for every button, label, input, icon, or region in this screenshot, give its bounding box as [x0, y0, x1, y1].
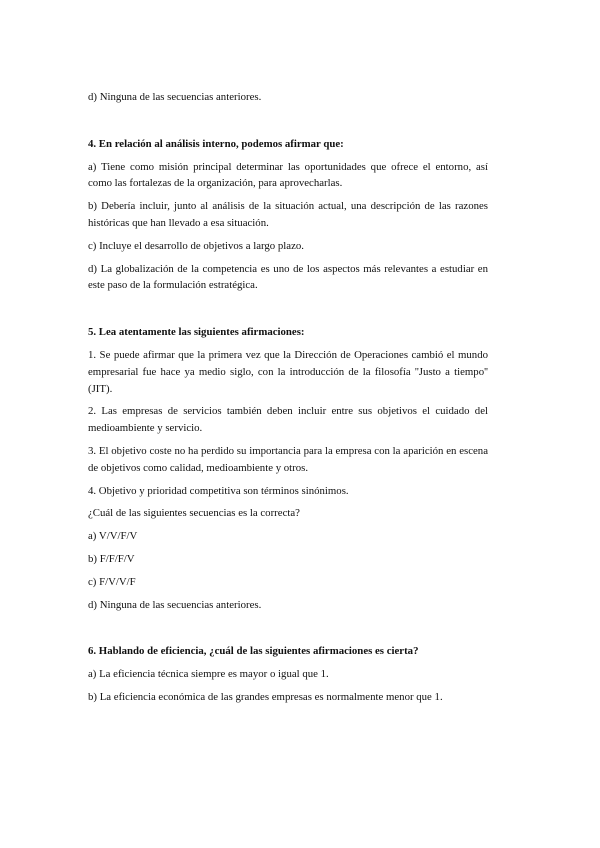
question-4-option-b: b) Debería incluir, junto al análisis de la situación actual, una descripción de las razones históricas que han llevado a esa situación.	[88, 200, 488, 229]
question-5-statement-2: 2. Las empresas de servicios también deben incluir entre sus objetivos el cuidado del medioambiente y servicio.	[88, 405, 488, 435]
question-6-title: 6. Hablando de eficiencia, ¿cuál de las siguientes afirmaciones es cierta?	[88, 645, 419, 658]
question-4-title: 4. En relación al análisis interno, podemos afirmar que:	[88, 137, 344, 150]
page-content	[88, 89, 488, 706]
question-4-option-d: d) La globalización de la competencia es uno de los aspectos más relevantes a estudiar en este paso de la formulación estratégica.	[88, 262, 488, 292]
question-5-option-c: c) F/V/V/F	[88, 575, 136, 588]
question-5-statement-1: 1. Se puede afirmar que la primera vez que la Dirección de Operaciones cambió el mundo empresarial fue hace ya medio siglo, con la introducción de la filosofía ''Justo a tiempo'' (JIT).	[88, 348, 488, 395]
question-6-option-b: b) La eficiencia económica de las grandes empresas es normalmente menor que 1.	[88, 690, 443, 703]
question-5-option-d: d) Ninguna de las secuencias anteriores.	[88, 598, 262, 611]
question-5-title: 5. Lea atentamente las siguientes afirmaciones:	[88, 326, 305, 339]
question-5-option-a: a) V/V/F/V	[88, 530, 138, 543]
question-5-statement-3: 3. El objetivo coste no ha perdido su importancia para la empresa con la aparición en escena de objetivos como calidad, medioambiente y otros.	[88, 444, 488, 474]
question-4-option-a: a) Tiene como misión principal determinar las oportunidades que ofrece el entorno, así como las fortalezas de la organización, para aprovecharlas.	[88, 160, 488, 190]
question-5-statement-4: 4. Objetivo y prioridad competitiva son términos sinónimos.	[88, 484, 349, 497]
question-5-option-b: b) F/F/F/V	[88, 552, 135, 565]
question-6-option-a: a) La eficiencia técnica siempre es mayor o igual que 1.	[88, 668, 329, 681]
question-5-prompt: ¿Cuál de las siguientes secuencias es la correcta?	[88, 507, 300, 520]
question-4-option-c: c) Incluye el desarrollo de objetivos a largo plazo.	[88, 239, 304, 252]
previous-question-option-d: d) Ninguna de las secuencias anteriores.	[88, 91, 262, 103]
